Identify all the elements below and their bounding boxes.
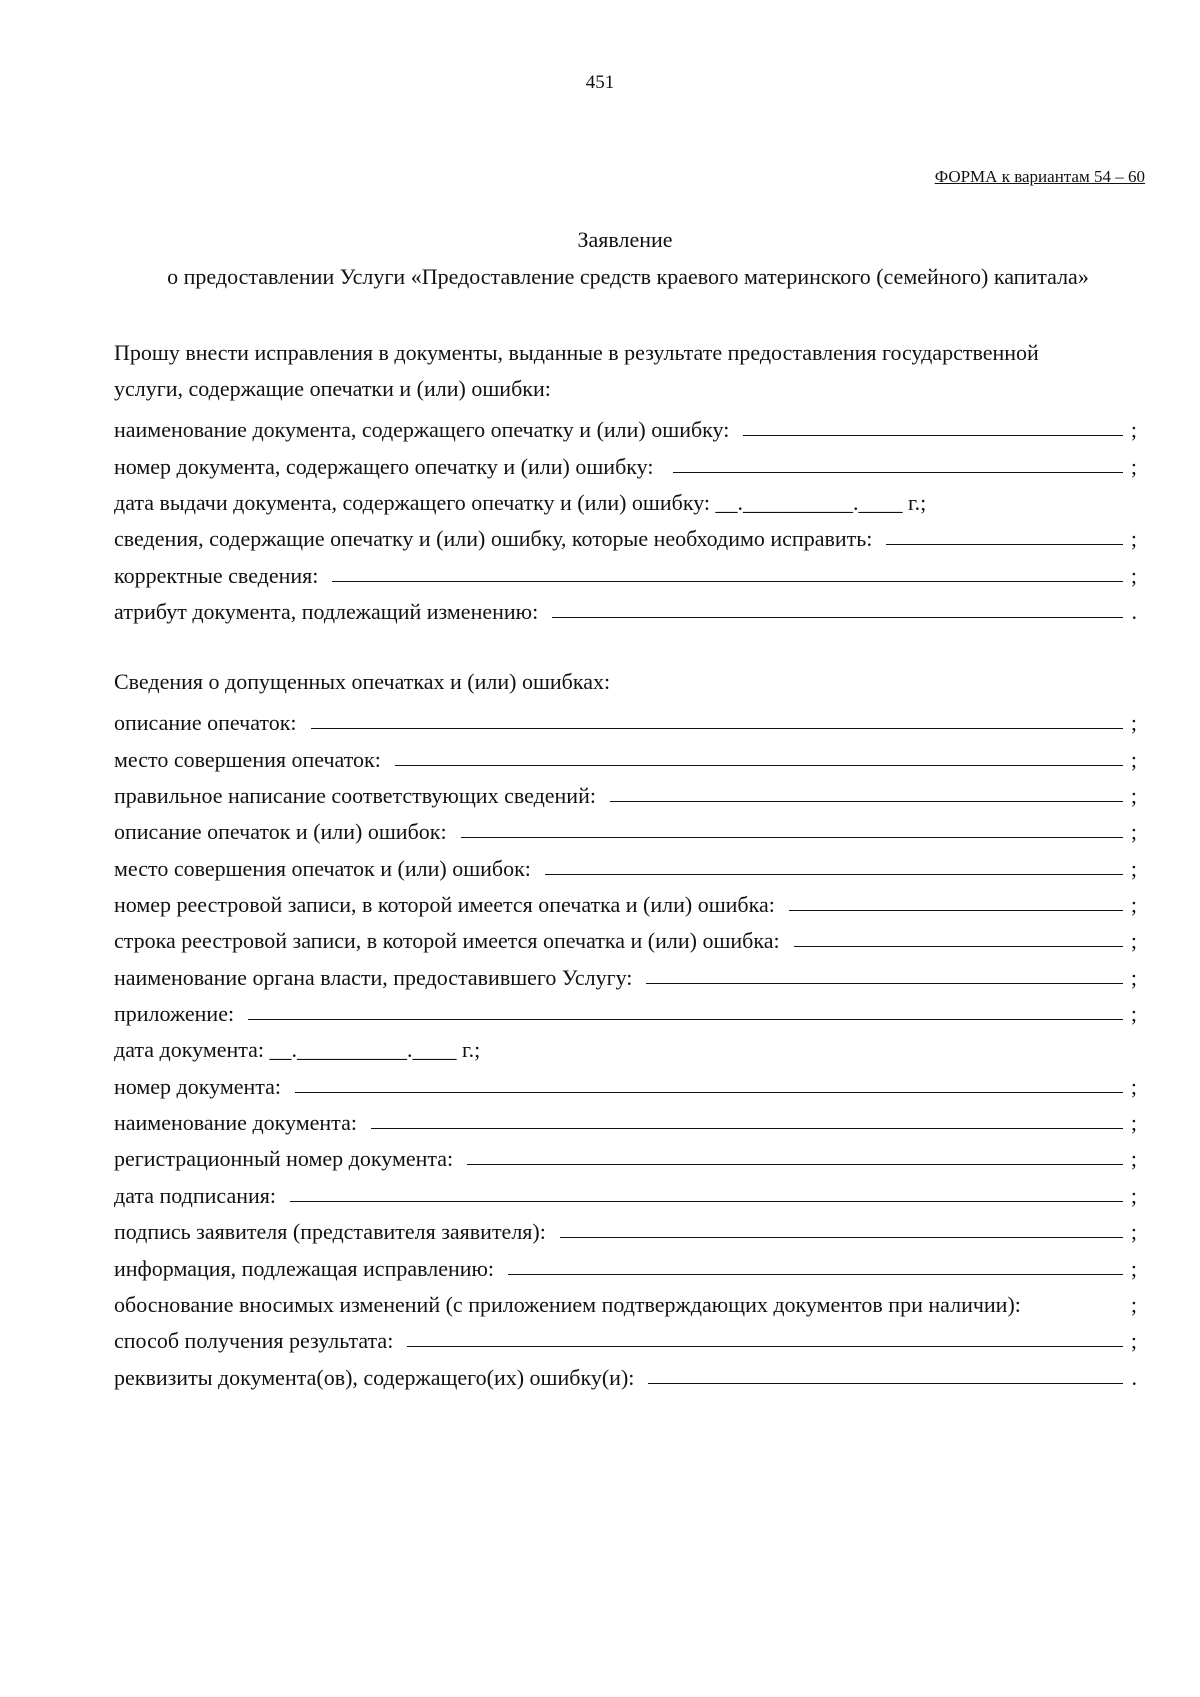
field-authority-name xyxy=(114,954,1137,990)
field-typo-description xyxy=(114,700,1137,736)
field-label: место совершения опечаток: xyxy=(114,746,381,772)
field-document-details xyxy=(114,1354,1137,1390)
field-label: правильное написание соответствующих сведений: xyxy=(114,783,596,809)
field-result-method xyxy=(114,1318,1137,1354)
field-terminator: ; xyxy=(1130,453,1137,479)
field-label[interactable]: дата выдачи документа, содержащего опечатку и (или) ошибку: __.__________.____ г.; xyxy=(114,490,927,516)
intro-line: Прошу внести исправления в документы, выданные в результате предоставления государственной xyxy=(114,340,1039,365)
document-title: Заявление xyxy=(577,227,673,252)
field-label: сведения, содержащие опечатку и (или) ошибку, которые необходимо исправить: xyxy=(114,526,873,552)
field-typo-location xyxy=(114,736,1137,772)
form-variant-label: ФОРМА к вариантам 54 – 60 xyxy=(934,167,1145,186)
field-label: корректные сведения: xyxy=(114,562,319,588)
field-terminator: ; xyxy=(1130,1291,1137,1317)
field-terminator: ; xyxy=(1130,746,1137,772)
fill-in-line[interactable] xyxy=(395,764,1123,766)
field-terminator: ; xyxy=(1130,1073,1137,1099)
fill-in-line[interactable] xyxy=(248,1018,1123,1020)
fill-in-line[interactable] xyxy=(295,1091,1123,1093)
field-label: информация, подлежащая исправлению: xyxy=(114,1255,495,1281)
field-correct-spelling xyxy=(114,773,1137,809)
field-label: атрибут документа, подлежащий изменению: xyxy=(114,599,539,625)
fill-in-line[interactable] xyxy=(552,616,1123,618)
field-terminator: ; xyxy=(1130,526,1137,552)
field-label: наименование документа, содержащего опечатку и (или) ошибку: xyxy=(114,417,730,443)
field-label: наименование документа: xyxy=(114,1110,357,1136)
fill-in-line[interactable] xyxy=(610,800,1123,802)
field-terminator: ; xyxy=(1130,1146,1137,1172)
field-label: место совершения опечаток и (или) ошибок: xyxy=(114,855,531,881)
field-terminator: ; xyxy=(1130,417,1137,443)
fill-in-line[interactable] xyxy=(886,543,1123,545)
field-terminator: ; xyxy=(1130,928,1137,954)
fill-in-line[interactable] xyxy=(311,727,1123,729)
document-subtitle: о предоставлении Услуги «Предоставление средств краевого материнского (семейного) капитала» xyxy=(167,264,1089,289)
field-document-date xyxy=(114,1027,1137,1063)
field-applicant-signature xyxy=(114,1209,1137,1245)
fill-in-line[interactable] xyxy=(789,909,1123,911)
field-terminator: . xyxy=(1131,1364,1137,1390)
field-terminator: ; xyxy=(1130,783,1137,809)
fill-in-line[interactable] xyxy=(290,1200,1123,1202)
fill-in-line[interactable] xyxy=(673,471,1123,473)
field-label: дата подписания: xyxy=(114,1182,276,1208)
field-issue-date xyxy=(114,480,1137,516)
field-errors-location xyxy=(114,845,1137,881)
field-label: подпись заявителя (представителя заявителя): xyxy=(114,1219,546,1245)
field-terminator: . xyxy=(1131,599,1137,625)
field-label: номер документа: xyxy=(114,1073,282,1099)
field-erroneous-info xyxy=(114,516,1137,552)
field-document-attribute xyxy=(114,589,1137,625)
field-document-title xyxy=(114,1100,1137,1136)
field-signing-date xyxy=(114,1172,1137,1208)
field-document-number xyxy=(114,1063,1137,1099)
field-terminator: ; xyxy=(1130,562,1137,588)
field-terminator: ; xyxy=(1130,1255,1137,1281)
field-terminator: ; xyxy=(1130,1110,1137,1136)
error-details-fields xyxy=(114,700,1137,1391)
field-terminator: ; xyxy=(1130,1182,1137,1208)
field-info-to-correct xyxy=(114,1245,1137,1281)
field-label: строка реестровой записи, в которой имеется опечатка и (или) ошибка: xyxy=(114,928,780,954)
fill-in-line[interactable] xyxy=(545,873,1123,875)
field-label: описание опечаток и (или) ошибок: xyxy=(114,819,447,845)
fill-in-line[interactable] xyxy=(646,982,1123,984)
field-terminator: ; xyxy=(1130,1219,1137,1245)
fill-in-line[interactable] xyxy=(467,1163,1123,1165)
intro-paragraph xyxy=(114,335,1137,407)
correction-fields xyxy=(114,407,1137,625)
field-label: реквизиты документа(ов), содержащего(их) ошибку(и): xyxy=(114,1364,635,1390)
field-change-justification xyxy=(114,1282,1137,1318)
field-document-name xyxy=(114,407,1137,443)
field-terminator: ; xyxy=(1130,819,1137,845)
fill-in-line[interactable] xyxy=(371,1127,1123,1129)
field-document-number xyxy=(114,443,1137,479)
field-terminator: ; xyxy=(1130,1328,1137,1354)
fill-in-line[interactable] xyxy=(648,1382,1123,1384)
fill-in-line[interactable] xyxy=(461,836,1123,838)
field-correct-info xyxy=(114,552,1137,588)
field-registry-record-number xyxy=(114,882,1137,918)
field-errors-description xyxy=(114,809,1137,845)
field-label: регистрационный номер документа: xyxy=(114,1146,454,1172)
page-number: 451 xyxy=(585,72,615,93)
field-label: описание опечаток: xyxy=(114,710,297,736)
field-label: обоснование вносимых изменений (с приложением подтверждающих документов при наличии): xyxy=(114,1291,1021,1317)
field-label[interactable]: дата документа: __.__________.____ г.; xyxy=(114,1037,481,1063)
intro-line: услуги, содержащие опечатки и (или) ошибки: xyxy=(114,376,551,401)
field-attachment xyxy=(114,991,1137,1027)
field-label: наименование органа власти, предоставившего Услугу: xyxy=(114,964,633,990)
field-label: приложение: xyxy=(114,1001,235,1027)
field-terminator: ; xyxy=(1130,964,1137,990)
field-terminator: ; xyxy=(1130,855,1137,881)
field-label: номер документа, содержащего опечатку и (или) ошибку: xyxy=(114,453,654,479)
fill-in-line[interactable] xyxy=(332,580,1123,582)
field-label: номер реестровой записи, в которой имеется опечатка и (или) ошибка: xyxy=(114,892,775,918)
field-terminator: ; xyxy=(1130,892,1137,918)
fill-in-line[interactable] xyxy=(407,1345,1123,1347)
field-label: способ получения результата: xyxy=(114,1328,394,1354)
field-terminator: ; xyxy=(1130,710,1137,736)
field-terminator: ; xyxy=(1130,1001,1137,1027)
fill-in-line[interactable] xyxy=(560,1236,1123,1238)
section-heading: Сведения о допущенных опечатках и (или) ошибках: xyxy=(114,669,611,694)
field-registration-number xyxy=(114,1136,1137,1172)
fill-in-line[interactable] xyxy=(743,434,1123,436)
fill-in-line[interactable] xyxy=(508,1273,1123,1275)
fill-in-line[interactable] xyxy=(794,945,1123,947)
field-registry-record-line xyxy=(114,918,1137,954)
